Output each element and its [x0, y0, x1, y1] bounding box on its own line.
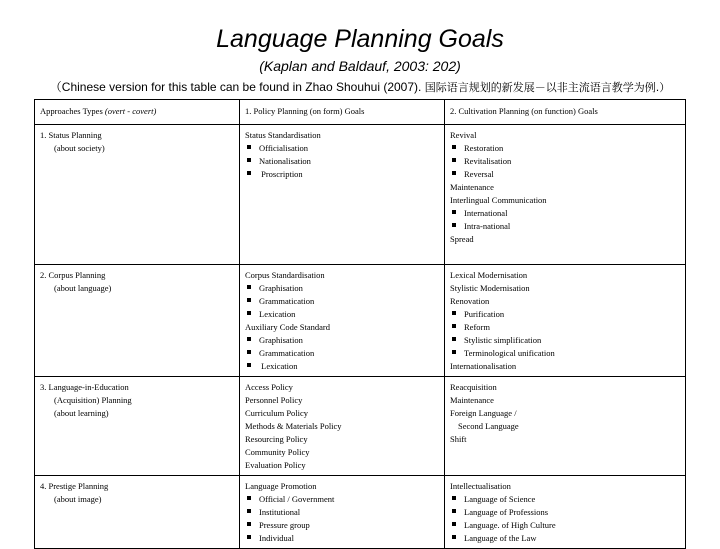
policy-goal-heading: Community Policy	[245, 447, 310, 457]
bullet-square-icon	[247, 311, 251, 315]
approach-type: 3. Language-in-Education	[40, 382, 129, 392]
bullet-square-icon	[247, 363, 251, 367]
cultivation-goal-heading: Second Language	[458, 421, 519, 431]
table-body	[35, 125, 686, 549]
approach-type-sub: (about society)	[54, 143, 105, 153]
cultivation-goal-item	[450, 519, 680, 532]
approach-type: 4. Prestige Planning	[40, 481, 109, 491]
approach-type: 2. Corpus Planning	[40, 270, 106, 280]
language-planning-goals-table	[34, 99, 686, 549]
cultivation-goal-text: Reversal	[464, 169, 494, 179]
bullet-square-icon	[452, 324, 456, 328]
citation-subtitle: (Kaplan and Baldauf, 2003: 202)	[259, 58, 461, 74]
policy-goal-heading: Corpus Standardisation	[245, 270, 325, 280]
cultivation-goal-item	[450, 493, 680, 506]
cultivation-goal-text: Restoration	[464, 143, 504, 153]
cultivation-cell	[445, 125, 686, 265]
header-cultivation-planning: 2. Cultivation Planning (on function) Goals	[445, 100, 686, 125]
cultivation-goal-item	[450, 168, 680, 181]
cultivation-goal-text: Intra-national	[464, 221, 511, 231]
cultivation-goal-item	[450, 207, 680, 220]
table-row	[35, 265, 686, 377]
header-approaches-italic: (overt - covert)	[104, 106, 157, 116]
table-header-row	[35, 100, 686, 125]
policy-goal-text: Grammatication	[259, 296, 315, 306]
table-row	[35, 125, 686, 265]
header-policy-planning: 1. Policy Planning (on form) Goals	[240, 100, 445, 125]
table-row	[35, 476, 686, 549]
bullet-square-icon	[247, 496, 251, 500]
cultivation-goal-item	[450, 142, 680, 155]
policy-goal-item	[245, 334, 439, 347]
bullet-square-icon	[452, 509, 456, 513]
approach-cell	[35, 377, 240, 476]
approach-cell	[35, 125, 240, 265]
note-cjk-text: 国际语言规划的新发展－以非主流语言教学为例.）	[424, 81, 671, 94]
cultivation-goal-text: Language. of High Culture	[464, 520, 556, 530]
policy-goal-item	[245, 295, 439, 308]
approach-type-sub: (about language)	[54, 283, 112, 293]
policy-cell	[240, 476, 445, 549]
policy-goal-heading: Methods & Materials Policy	[245, 421, 342, 431]
cultivation-goal-text: Language of Professions	[464, 507, 549, 517]
bullet-square-icon	[452, 210, 456, 214]
policy-goal-item	[245, 168, 439, 181]
policy-goal-heading: Auxiliary Code Standard	[245, 322, 330, 332]
header-approaches-label: Approaches Types	[40, 106, 105, 116]
cultivation-goal-text: Terminological unification	[464, 348, 555, 358]
bullet-square-icon	[452, 145, 456, 149]
cultivation-goal-item	[450, 347, 680, 360]
bullet-square-icon	[452, 496, 456, 500]
bullet-square-icon	[452, 535, 456, 539]
policy-goal-item	[245, 360, 439, 373]
cultivation-goal-heading: Maintenance	[450, 182, 494, 192]
cultivation-cell	[445, 476, 686, 549]
cultivation-goal-heading: Reacquisition	[450, 382, 497, 392]
chinese-version-note	[0, 79, 720, 96]
cultivation-goal-item	[450, 532, 680, 545]
policy-goal-text: Institutional	[259, 507, 301, 517]
policy-goal-text: Lexication	[259, 309, 296, 319]
cultivation-cell	[445, 265, 686, 377]
cultivation-goal-item	[450, 334, 680, 347]
cultivation-goal-item	[450, 220, 680, 233]
approach-type-sub: (Acquisition) Planning	[54, 395, 132, 405]
bullet-square-icon	[247, 171, 251, 175]
approach-type: 1. Status Planning	[40, 130, 102, 140]
cultivation-goal-text: Language of Science	[464, 494, 536, 504]
approach-cell	[35, 265, 240, 377]
table-row	[35, 377, 686, 476]
policy-goal-item	[245, 308, 439, 321]
header-approaches	[35, 100, 240, 125]
policy-goal-text: Individual	[259, 533, 294, 543]
bullet-square-icon	[452, 223, 456, 227]
page-title: Language Planning Goals	[216, 25, 504, 53]
note-latin-text: Chinese version for this table can be found in Zhao Shouhui (2007).	[61, 80, 425, 94]
approach-type-sub: (about image)	[54, 494, 102, 504]
policy-goal-heading: Status Standardisation	[245, 130, 321, 140]
bullet-square-icon	[452, 171, 456, 175]
bullet-square-icon	[247, 158, 251, 162]
cultivation-goal-heading: Foreign Language /	[450, 408, 517, 418]
cultivation-goal-heading: Internationalisation	[450, 361, 517, 371]
policy-goal-item	[245, 347, 439, 360]
cultivation-goal-item	[450, 321, 680, 334]
cultivation-goal-item	[450, 506, 680, 519]
policy-goal-heading: Language Promotion	[245, 481, 317, 491]
cultivation-goal-heading: Revival	[450, 130, 477, 140]
policy-cell	[240, 125, 445, 265]
bullet-square-icon	[247, 145, 251, 149]
cultivation-goal-heading: Lexical Modernisation	[450, 270, 528, 280]
bullet-square-icon	[452, 337, 456, 341]
policy-goal-text: Grammatication	[259, 348, 315, 358]
cultivation-goal-heading: Stylistic Modernisation	[450, 283, 530, 293]
cultivation-goal-text: Reform	[464, 322, 490, 332]
bullet-square-icon	[247, 285, 251, 289]
policy-cell	[240, 377, 445, 476]
cultivation-goal-heading: Renovation	[450, 296, 490, 306]
note-open-paren: （	[49, 80, 62, 94]
bullet-square-icon	[247, 298, 251, 302]
policy-cell	[240, 265, 445, 377]
bullet-square-icon	[247, 337, 251, 341]
bullet-square-icon	[452, 350, 456, 354]
bullet-square-icon	[247, 535, 251, 539]
policy-goal-text: Official / Government	[259, 494, 335, 504]
cultivation-cell	[445, 377, 686, 476]
bullet-square-icon	[247, 350, 251, 354]
cultivation-goal-heading: Intellectualisation	[450, 481, 511, 491]
policy-goal-item	[245, 282, 439, 295]
policy-goal-heading: Resourcing Policy	[245, 434, 308, 444]
cultivation-goal-heading: Shift	[450, 434, 467, 444]
policy-goal-item	[245, 519, 439, 532]
cultivation-goal-text: Language of the Law	[464, 533, 537, 543]
policy-goal-text: Pressure group	[259, 520, 310, 530]
cultivation-goal-text: Purification	[464, 309, 505, 319]
policy-goal-item	[245, 532, 439, 545]
cultivation-goal-text: Stylistic simplification	[464, 335, 542, 345]
policy-goal-text: Graphisation	[259, 335, 303, 345]
policy-goal-heading: Access Policy	[245, 382, 293, 392]
policy-goal-item	[245, 506, 439, 519]
policy-goal-text: Lexication	[259, 361, 298, 371]
cultivation-goal-item	[450, 308, 680, 321]
cultivation-goal-heading: Maintenance	[450, 395, 494, 405]
cultivation-goal-item	[450, 155, 680, 168]
policy-goal-item	[245, 142, 439, 155]
approach-cell	[35, 476, 240, 549]
bullet-square-icon	[247, 509, 251, 513]
approach-type-sub: (about learning)	[54, 408, 109, 418]
policy-goal-text: Proscription	[259, 169, 303, 179]
policy-goal-heading: Curriculum Policy	[245, 408, 309, 418]
policy-goal-heading: Personnel Policy	[245, 395, 303, 405]
bullet-square-icon	[452, 522, 456, 526]
policy-goal-text: Officialisation	[259, 143, 308, 153]
bullet-square-icon	[452, 158, 456, 162]
cultivation-goal-text: International	[464, 208, 508, 218]
policy-goal-text: Nationalisation	[259, 156, 311, 166]
cultivation-goal-heading: Spread	[450, 234, 474, 244]
policy-goal-text: Graphisation	[259, 283, 303, 293]
bullet-square-icon	[247, 522, 251, 526]
cultivation-goal-text: Revitalisation	[464, 156, 512, 166]
cultivation-goal-heading: Interlingual Communication	[450, 195, 547, 205]
policy-goal-item	[245, 155, 439, 168]
bullet-square-icon	[452, 311, 456, 315]
policy-goal-item	[245, 493, 439, 506]
policy-goal-heading: Evaluation Policy	[245, 460, 306, 470]
